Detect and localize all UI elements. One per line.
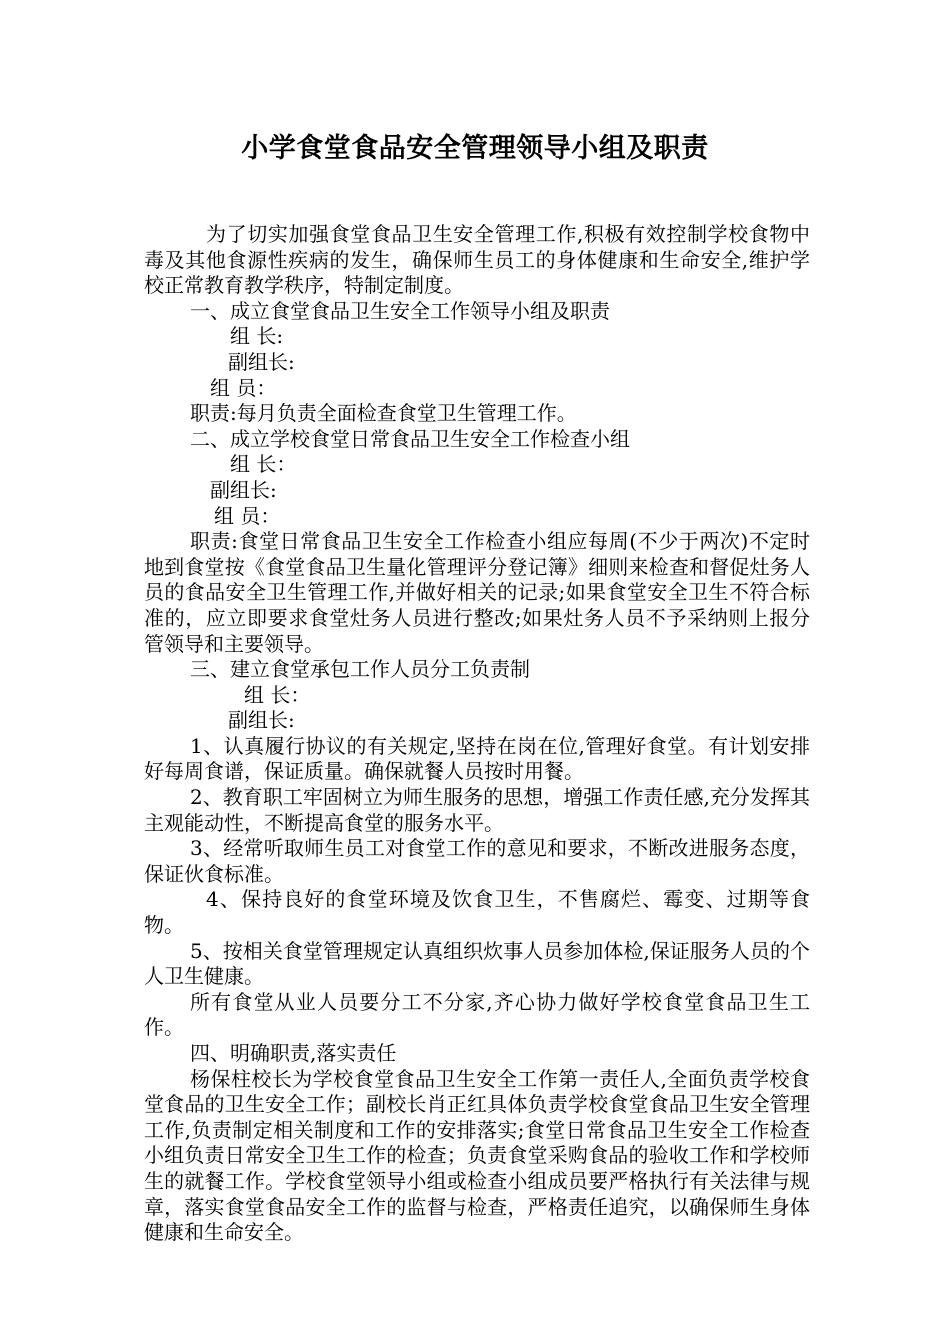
section-2-deputy: 副组长:	[210, 477, 277, 502]
section-3-item-4: 4、保持良好的食堂环境及饮食卫生，不售腐烂、霉变、过期等食物。	[144, 887, 810, 938]
section-3-heading: 三、建立食堂承包工作人员分工负责制	[190, 657, 530, 682]
section-2-duty: 职责:食堂日常食品卫生安全工作检查小组应每周(不少于两次)不定时地到食堂按《食堂食品卫生量化管理评分登记簿》细则来检查和督促灶务人员的食品安全卫生管理工作,并做好相关的记录;如果食堂安全卫生不符合标准的，应立即要求食堂灶务人员进行整改;如果灶务人员不予采纳则上报分管领导和主要领导。	[144, 529, 810, 656]
section-3-item-2: 2、教育职工牢固树立为师生服务的思想，增强工作责任感,充分发挥其主观能动性，不断提高食堂的服务水平。	[144, 785, 810, 835]
section-1-deputy: 副组长:	[228, 349, 295, 374]
section-3-closing: 所有食堂从业人员要分工不分家,齐心协力做好学校食堂食品卫生工作。	[144, 989, 810, 1040]
section-4-body: 杨保柱校长为学校食堂食品卫生安全工作第一责任人,全面负责学校食堂食品的卫生安全工作；副校长肖正红具体负责学校食堂食品卫生安全管理工作,负责制定相关制度和工作的安排落实;食堂日常食品卫生安全工作检查小组负责日常安全卫生工作的检查；负责食堂采购食品的验收工作和学校师生的就餐工作。学校食堂领导小组或检查小组成员要严格执行有关法律与规章，落实食堂食品安全工作的监督与检查，严格责任追究，以确保师生身体健康和生命安全。	[144, 1066, 810, 1245]
section-2-members: 组 员：	[214, 503, 281, 528]
section-1-heading: 一、成立食堂食品卫生安全工作领导小组及职责	[190, 298, 610, 323]
section-1-duty: 职责:每月负责全面检查食堂卫生管理工作。	[190, 401, 577, 426]
document-title: 小学食堂食品安全管理领导小组及职责	[241, 133, 709, 164]
section-2-heading: 二、成立学校食堂日常食品卫生安全工作检查小组	[190, 426, 630, 451]
document-body	[144, 222, 810, 1246]
section-3-item-5: 5、按相关食堂管理规定认真组织炊事人员参加体检,保证服务人员的个人卫生健康。	[144, 938, 810, 989]
section-3-deputy: 副组长:	[228, 708, 295, 733]
section-1-members: 组 员：	[210, 375, 277, 400]
intro-paragraph: 为了切实加强食堂食品卫生安全管理工作,积极有效控制学校食物中毒及其他食源性疾病的发生，确保师生员工的身体健康和生命安全,维护学校正常教育教学秩序，特制定制度。	[144, 222, 810, 298]
section-3-item-3: 3、经常听取师生员工对食堂工作的意见和要求，不断改进服务态度，保证伙食标准。	[144, 836, 810, 886]
section-1-leader: 组 长:	[230, 324, 284, 349]
section-2-leader: 组 长：	[230, 452, 297, 477]
section-3-item-1: 1、认真履行协议的有关规定,坚持在岗在位,管理好食堂。有计划安排好每周食谱，保证质量。确保就餐人员按时用餐。	[144, 733, 810, 784]
section-3-leader: 组 长：	[244, 682, 311, 707]
section-4-heading: 四、明确职责,落实责任	[190, 1041, 397, 1065]
